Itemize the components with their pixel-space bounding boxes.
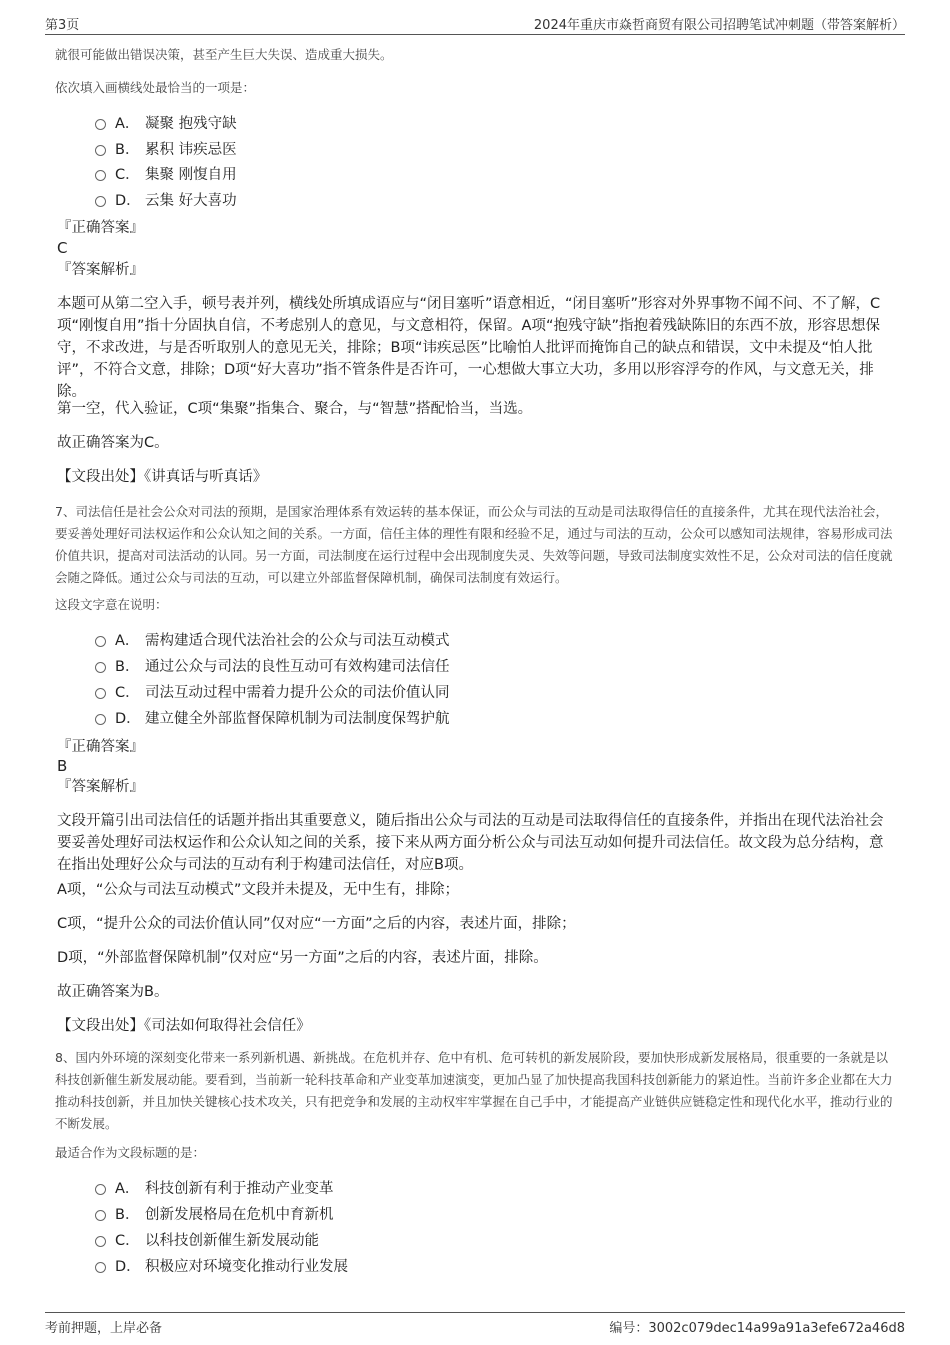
- radio-icon[interactable]: [95, 170, 106, 181]
- q7-analysis-para-4: D项，“外部监督保障机制”仅对应“另一方面”之后的内容，表述片面，排除。: [57, 950, 548, 966]
- q6-source: 【文段出处】《讲真话与听真话》: [57, 469, 268, 485]
- q8-option-a[interactable]: A． 科技创新有利于推动产业变革: [95, 1179, 334, 1199]
- q7-analysis-label: 『答案解析』: [57, 779, 144, 795]
- page-footer: [45, 1312, 905, 1335]
- q6-answer-label: 『正确答案』: [57, 220, 144, 236]
- q7-option-c[interactable]: C． 司法互动过程中需着力提升公众的司法价值认同: [95, 683, 450, 703]
- q6-analysis-para-3: 故正确答案为C。: [57, 435, 169, 451]
- radio-icon[interactable]: [95, 688, 106, 699]
- q8-option-d[interactable]: D． 积极应对环境变化推动行业发展: [95, 1257, 348, 1277]
- radio-icon[interactable]: [95, 119, 106, 130]
- q7-answer-label: 『正确答案』: [57, 739, 144, 755]
- radio-icon[interactable]: [95, 714, 106, 725]
- q6-option-a[interactable]: A． 凝聚 抱残守缺: [95, 114, 237, 134]
- q7-prompt: 这段文字意在说明：: [55, 597, 168, 612]
- radio-icon[interactable]: [95, 1262, 106, 1273]
- q7-answer: B: [57, 757, 68, 775]
- radio-icon[interactable]: [95, 662, 106, 673]
- q6-option-b[interactable]: B． 累积 讳疾忌医: [95, 140, 237, 160]
- q7-analysis-para-5: 故正确答案为B。: [57, 984, 169, 1000]
- radio-icon[interactable]: [95, 1184, 106, 1195]
- q6-analysis-para-2: 第一空，代入验证，C项“集聚”指集合、聚合，与“智慧”搭配恰当，当选。: [57, 401, 533, 417]
- q7-source: 【文段出处】《司法如何取得社会信任》: [57, 1018, 311, 1034]
- q7-analysis-para-3: C项，“提升公众的司法价值认同”仅对应“一方面”之后的内容，表述片面，排除；: [57, 916, 576, 932]
- document-code: 编号：3002c079dec14a99a91a3efe672a46d8: [609, 1321, 905, 1336]
- q6-stem-tail: 就很可能做出错误决策，甚至产生巨大失误、造成重大损失。: [55, 47, 393, 62]
- q6-option-d[interactable]: D． 云集 好大喜功: [95, 191, 237, 211]
- document-title: 2024年重庆市焱哲商贸有限公司招聘笔试冲刺题（带答案解析）: [533, 18, 905, 33]
- q8-option-b[interactable]: B． 创新发展格局在危机中育新机: [95, 1205, 334, 1225]
- q7-stem: 7、司法信任是社会公众对司法的预期，是国家治理体系有效运转的基本保证，而公众与司法的互动是司法取得信任的直接条件，尤其在现代法治社会，要妥善处理好司法权运作和公众认知之间的关系。一方面，信任主体的理性有限和经验不足，通过与司法的互动，公众可以感知司法规律，容易形成司法价值共识，提高对司法活动的认同。另一方面，司法制度在运行过程中会出现制度失灵、失效等问题，导致司法制度实效性不足，公众对司法的信任度就会随之降低。通过公众与司法的互动，可以建立外部监督保障机制，确保司法制度有效运行。: [55, 504, 893, 585]
- radio-icon[interactable]: [95, 196, 106, 207]
- footer-slogan: 考前押题，上岸必备: [45, 1321, 163, 1336]
- radio-icon[interactable]: [95, 1210, 106, 1221]
- q8-prompt: 最适合作为文段标题的是：: [55, 1145, 206, 1160]
- page-header: [45, 14, 905, 35]
- q6-analysis-label: 『答案解析』: [57, 262, 144, 278]
- q7-option-d[interactable]: D． 建立健全外部监督保障机制为司法制度保驾护航: [95, 709, 450, 729]
- radio-icon[interactable]: [95, 636, 106, 647]
- q6-prompt: 依次填入画横线处最恰当的一项是：: [55, 80, 256, 95]
- page-number: 第3页: [45, 18, 80, 33]
- q7-analysis-para-1: 文段开篇引出司法信任的话题并指出其重要意义，随后指出公众与司法的互动是司法取得信任的直接条件，并指出在现代法治社会要妥善处理好司法权运作和公众认知之间的关系，接下来从两方面分析公众与司法互动如何提升司法信任。故文段为总分结构，意在指出处理好公众与司法的互动有利于构建司法信任，对应B项。: [57, 813, 884, 873]
- radio-icon[interactable]: [95, 1236, 106, 1247]
- q7-option-b[interactable]: B． 通过公众与司法的良性互动可有效构建司法信任: [95, 657, 450, 677]
- q7-option-a[interactable]: A． 需构建适合现代法治社会的公众与司法互动模式: [95, 631, 450, 651]
- q7-analysis-para-2: A项，“公众与司法互动模式”文段并未提及，无中生有，排除；: [57, 882, 459, 898]
- q6-analysis-para-1: 本题可从第二空入手，顿号表并列，横线处所填成语应与“闭目塞听”语意相近，“闭目塞听”形容对外界事物不闻不问、不了解，C项“刚愎自用”指十分固执自信，不考虑别人的意见，与文意相符，保留。A项“抱残守缺”指抱着残缺陈旧的东西不放，形容思想保守，不求改进，与是否听取别人的意见无关，排除；B项“讳疾忌医”比喻怕人批评而掩饰自己的缺点和错误，文中未提及“怕人批评”，不符合文意，排除；D项“好大喜功”指不管条件是否许可，一心想做大事立大功，多用以形容浮夸的作风，与文意无关，排除。: [57, 296, 881, 400]
- q8-option-c[interactable]: C． 以科技创新催生新发展动能: [95, 1231, 319, 1251]
- q6-option-c[interactable]: C． 集聚 刚愎自用: [95, 165, 237, 185]
- q6-answer: C: [57, 239, 68, 257]
- q8-stem: 8、国内外环境的深刻变化带来一系列新机遇、新挑战。在危机并存、危中有机、危可转机的新发展阶段，要加快形成新发展格局，很重要的一条就是以科技创新催生新发展动能。要看到，当前新一轮科技革命和产业变革加速演变，更加凸显了加快提高我国科技创新能力的紧迫性。当前许多企业都在大力推动科技创新，并且加快关键核心技术攻关，只有把竞争和发展的主动权牢牢掌握在自己手中，才能提高产业链供应链稳定性和现代化水平，推动行业的不断发展。: [55, 1050, 893, 1131]
- radio-icon[interactable]: [95, 145, 106, 156]
